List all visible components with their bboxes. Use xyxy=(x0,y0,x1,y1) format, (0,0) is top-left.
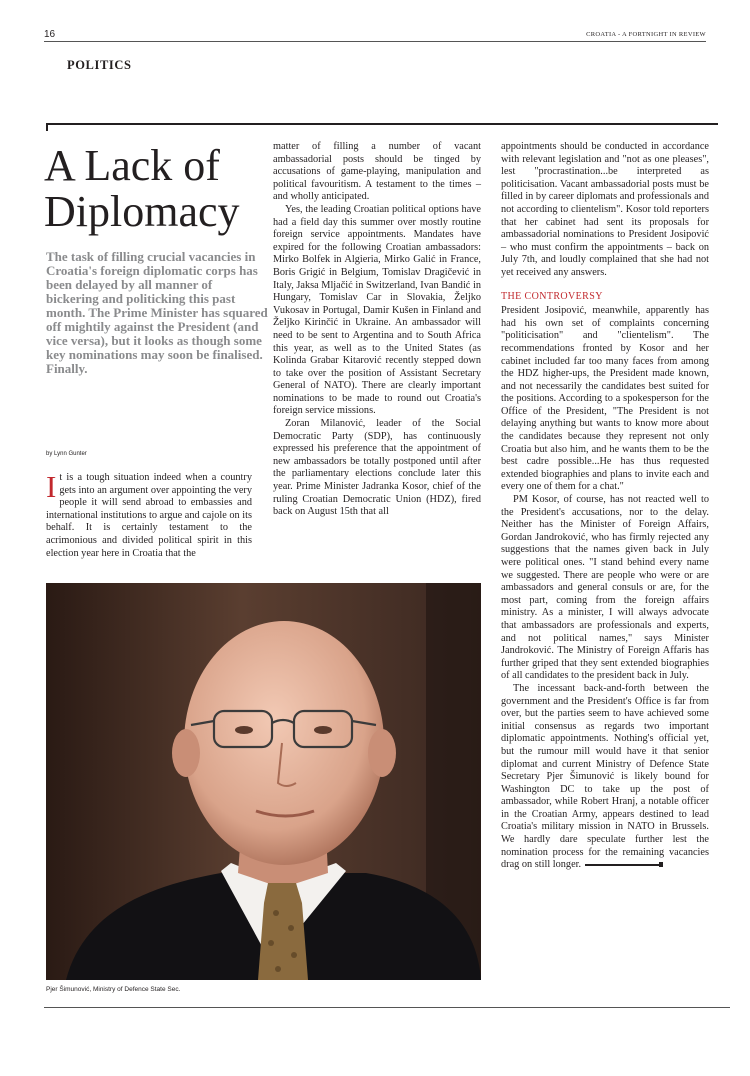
subhead-controversy: THE CONTROVERSY xyxy=(501,290,603,302)
drop-cap: I xyxy=(46,469,57,504)
end-mark xyxy=(585,864,663,866)
header-divider xyxy=(44,41,706,42)
article-headline: A Lack of Diplomacy xyxy=(44,141,240,236)
section-label: POLITICS xyxy=(67,58,132,72)
col2-paragraph-3: Zoran Milanović, leader of the Social Democratic Party (SDP), has continuously expressed his preference that the appointment of new ambassadors be totally postponed until after the parliamentary elections conclude later this year. Prime Minister Jadranka Kosor, chief of the ruling Croatian Democratic Union (HDZ), fired back on August 15th that all xyxy=(273,418,481,518)
col2-paragraph-1: matter of filling a number of vacant ambassadorial posts should be tinged by accusations of game-playing, manipulation and political favouritism. A testament to the times – and wholly anticipated. xyxy=(273,141,481,203)
headline-rule-tick xyxy=(46,123,48,131)
running-head: CROATIA - A FORTNIGHT IN REVIEW xyxy=(586,31,706,38)
portrait-photo xyxy=(46,583,481,980)
col3-paragraph-4: The incessant back-and-forth between the government and the President's Office is far from over, but the parties seem to have achieved some initial consensus as regards two important diplomatic appointments. Nothing's official yet, but the rumour mill would have it that senior diplomat and current Ministry of Defence State Secretary Pjer Šimunović is likely bound for Washington DC to take up the post of ambassador, while Robert Hranj, a notable officer in the Croatian Army, appears destined to lead Croatia's military mission in NATO in Brussels. We hardly dare speculate further lest the nomination process for the remaining vacancies drag on still longer. xyxy=(501,682,709,871)
byline: by Lynn Gunter xyxy=(46,451,87,457)
column-2 xyxy=(273,141,481,519)
col3-paragraph-2: President Josipović, meanwhile, apparently has had his own set of complaints concerning "politicisation" and "clientelism". The recommendations fronted by Kosor and her cabinet included far too many faces from among the HDZ higher-ups, the President made known, and not necessarily the candidates best suited for the positions. According to a spokesperson for the Office of the President, "The President is not delaying anything but wants to know more about the candidates because they represent not only Croatia but also him, and he wants them to be the best cadre possible...He has thus requested extended biographies and plans to invite each and every one of them for a chat." xyxy=(501,305,709,493)
col3-paragraph-1: appointments should be conducted in accordance with relevant legislation and "not as one pleases", lest "procrastination...be interpreted as politicisation. Vacant ambassadorial posts must be filled in by career diplomats and professionals and not according to clientelism". Kosor told reporters that her cabinet had sent its proposals for ambassadorial nominations to President Josipović – who must confirm the appointments – back on July 7th, and loudly complained that she had not yet received any answers. xyxy=(501,141,709,278)
column-3 xyxy=(501,141,709,872)
article-deck: The task of filling crucial vacancies in Croatia's foreign diplomatic corps has been delayed by all manner of bickering and politicking this past month. The Prime Minister has squared off mightily against the President (and vice versa), but it looks as though some key nominations may soon be finalised. Finally. xyxy=(46,249,268,376)
headline-rule xyxy=(46,123,718,125)
photo-caption: Pjer Šimunović, Ministry of Defence State Sec. xyxy=(46,986,181,993)
page-number: 16 xyxy=(44,29,56,40)
col2-paragraph-2: Yes, the leading Croatian political options have had a field day this summer over mostly routine foreign service appointments. Mandates have expired for the following Croatian ambassadors: Mirko Bolfek in Algieria, Mirko Galić in France, Boris Grigić in Belgium, Tomislav Dragičević in Italy, Jaksa Mljačić in Switzerland, Ivan Bandić in Hungary, Tomislav Car in Slovakia, Željko Vukosav in Portugal, Damir Kušen in Finland and Željko Kirinčić in Ukraine. An ambassador will need to be sent to Argentina and to South Africa this year, as well as to the United States (as Kolinda Grabar Kitarović recently stepped down to take over the position of Assistant Secretary General of NATO). There are clearly important nominations to be made to round out Croatia's foreign service missions. xyxy=(273,203,481,417)
footer-divider xyxy=(44,1007,730,1008)
col3-paragraph-3: PM Kosor, of course, has not reacted well to the President's accusations, nor to the delay. Neither has the Minister of Foreign Affairs, Gordan Jandroković, who has firmly rejected any suggestions that the names given back in July were political ones. "I stand behind every name we suggested. There are people who were or are ambassadors and general consuls or are, for the most part, coming from the foreign affairs ministry. As a minister, I will always advocate that ambassadors are professionals and experts, and not political names," says Minister Jandroković. The Ministry of Foreign Affaris has further griped that they sent extended biographies of all candidates to the president back in July. xyxy=(501,494,709,682)
column-1 xyxy=(46,469,252,560)
col1-paragraph-1: t is a tough situation indeed when a country gets into an argument over appointing the very people it will send abroad to embassies and international institutions to argue and cajole on its behalf. It is certainly testament to the acrimonious and divided political spirit in this election year here in Croatia that the xyxy=(46,472,252,559)
